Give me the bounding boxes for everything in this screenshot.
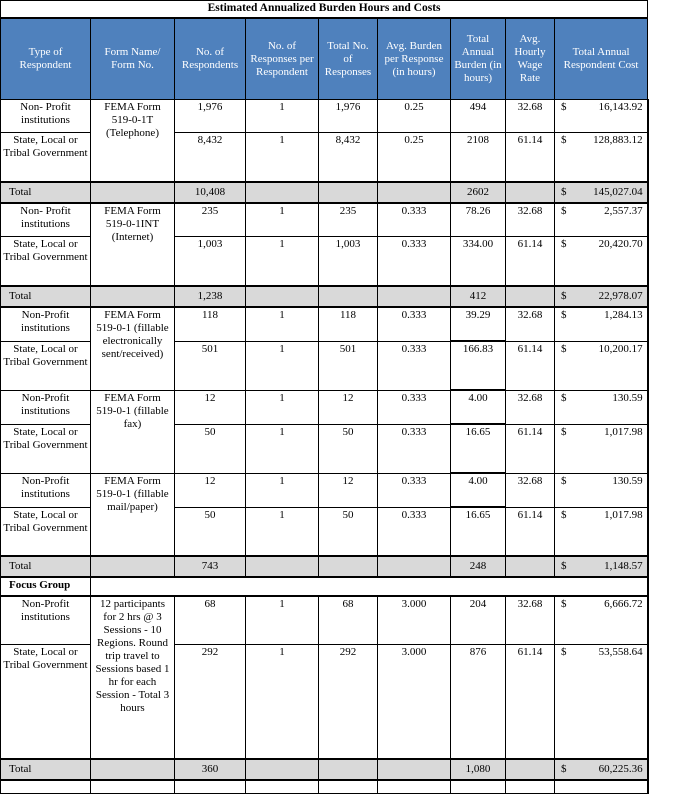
cell-responses: 1,976: [319, 100, 378, 133]
currency-symbol: $: [561, 342, 567, 355]
currency-symbol: $: [561, 290, 567, 302]
cell-avg: 0.333: [378, 203, 451, 237]
currency-symbol: $: [561, 101, 567, 113]
cell-per: 1: [246, 507, 319, 556]
cell-responses: 118: [319, 307, 378, 341]
cost-value: 53,558.64: [598, 646, 643, 658]
cell-responses: 12: [319, 390, 378, 424]
cost-value: 22,978.07: [598, 290, 643, 302]
cost-value: 1,284.13: [604, 309, 643, 321]
total-cost: [555, 182, 648, 203]
cell-type: Non-Profit institutions: [1, 473, 91, 507]
currency-symbol: $: [561, 205, 567, 217]
cell-responses: 8,432: [319, 133, 378, 183]
title-row: [1, 1, 648, 19]
cell-per: 1: [246, 341, 319, 390]
cell-per: 1: [246, 307, 319, 341]
header-responses: Total No. of Responses: [319, 18, 378, 100]
cost-value: 1,017.98: [604, 508, 643, 521]
cell-type: Non- Profit institutions: [1, 100, 91, 133]
empty-cell: [319, 182, 378, 203]
total-burden: 412: [451, 286, 506, 307]
cost-value: 130.59: [612, 474, 643, 487]
cell-wage: 32.68: [506, 596, 555, 645]
cell-type: Non-Profit institutions: [1, 390, 91, 424]
total-row: [1, 182, 648, 203]
cell-per: 1: [246, 203, 319, 237]
cost-value: 20,420.70: [598, 238, 643, 250]
empty-cell: [378, 556, 451, 577]
cell-responses: 292: [319, 645, 378, 760]
cell-cost: [555, 341, 648, 390]
cell-per: 1: [246, 645, 319, 760]
cell-responses: 68: [319, 596, 378, 645]
cell-responses: 50: [319, 507, 378, 556]
empty-cell: [175, 780, 246, 794]
cell-type: State, Local or Tribal Government: [1, 341, 91, 390]
total-respondents: 10,408: [175, 182, 246, 203]
empty-cell: [91, 556, 175, 577]
currency-symbol: $: [561, 391, 567, 404]
total-burden: 248: [451, 556, 506, 577]
total-cost: [555, 286, 648, 307]
header-burden: Total Annual Burden (in hours): [451, 18, 506, 100]
cell-respondents: 118: [175, 307, 246, 341]
table-row: [1, 596, 648, 645]
cell-respondents: 12: [175, 390, 246, 424]
cell-avg: 0.333: [378, 307, 451, 341]
table-row: [1, 307, 648, 341]
cell-cost: [555, 237, 648, 287]
cell-wage: 32.68: [506, 307, 555, 341]
cell-type: State, Local or Tribal Government: [1, 507, 91, 556]
cost-value: 128,883.12: [593, 134, 643, 146]
cell-burden: 334.00: [451, 237, 506, 287]
cell-cost: [555, 507, 648, 556]
empty-cell: [555, 780, 648, 794]
cell-burden: 39.29: [451, 307, 506, 341]
cost-value: 10,200.17: [598, 342, 643, 355]
cell-type: State, Local or Tribal Government: [1, 645, 91, 760]
cell-avg: 0.333: [378, 390, 451, 424]
total-row: [1, 286, 648, 307]
cell-burden: 204: [451, 596, 506, 645]
cell-avg: 0.333: [378, 507, 451, 556]
empty-cell: [451, 780, 506, 794]
cell-burden: 876: [451, 645, 506, 760]
cell-avg: 0.25: [378, 133, 451, 183]
header-row: [1, 18, 648, 100]
cell-respondents: 50: [175, 424, 246, 473]
cost-value: 16,143.92: [598, 101, 643, 113]
cost-value: 6,666.72: [604, 598, 643, 610]
section-heading-row: [1, 577, 648, 596]
empty-cell: [246, 780, 319, 794]
cost-value: 2,557.37: [604, 205, 643, 217]
currency-symbol: $: [561, 598, 567, 610]
cell-burden: 494: [451, 100, 506, 133]
cell-avg: 3.000: [378, 596, 451, 645]
empty-cell: [246, 556, 319, 577]
currency-symbol: $: [561, 425, 567, 438]
cell-burden: 166.83: [451, 341, 506, 390]
cell-respondents: 292: [175, 645, 246, 760]
currency-symbol: $: [561, 186, 567, 198]
cell-respondents: 235: [175, 203, 246, 237]
currency-symbol: $: [561, 508, 567, 521]
empty-cell: [378, 286, 451, 307]
cell-form: FEMA Form 519-0-1 (fillable electronically sent/received): [91, 307, 175, 390]
total-burden: 2602: [451, 182, 506, 203]
cell-wage: 61.14: [506, 341, 555, 390]
cell-respondents: 68: [175, 596, 246, 645]
cell-cost: [555, 203, 648, 237]
table-row: [1, 390, 648, 424]
empty-cell: [378, 759, 451, 780]
total-cost: [555, 759, 648, 780]
cell-respondents: 1,003: [175, 237, 246, 287]
cell-burden: 2108: [451, 133, 506, 183]
cell-avg: 0.333: [378, 237, 451, 287]
cell-burden: 78.26: [451, 203, 506, 237]
cost-value: 130.59: [612, 391, 643, 404]
cell-avg: 0.333: [378, 341, 451, 390]
empty-cell: [506, 286, 555, 307]
empty-cell: [91, 780, 175, 794]
currency-symbol: $: [561, 646, 567, 658]
cell-form: FEMA Form 519-0-1 (fillable fax): [91, 390, 175, 473]
cell-per: 1: [246, 473, 319, 507]
total-respondents: 360: [175, 759, 246, 780]
cell-avg: 3.000: [378, 645, 451, 760]
header-respondents: No. of Respondents: [175, 18, 246, 100]
empty-cell: [246, 182, 319, 203]
cell-burden: 4.00: [451, 390, 506, 424]
cell-avg: 0.333: [378, 424, 451, 473]
cost-value: 1,148.57: [604, 560, 643, 572]
total-respondents: 743: [175, 556, 246, 577]
cell-cost: [555, 424, 648, 473]
empty-cell: [319, 556, 378, 577]
cell-per: 1: [246, 100, 319, 133]
cell-cost: [555, 645, 648, 760]
total-row: [1, 556, 648, 577]
empty-cell: [91, 286, 175, 307]
table-row: [1, 473, 648, 507]
currency-symbol: $: [561, 309, 567, 321]
cell-form: FEMA Form 519-0-1INT (Internet): [91, 203, 175, 286]
focus-group-heading: Focus Group: [1, 577, 91, 596]
cell-wage: 32.68: [506, 473, 555, 507]
cell-responses: 12: [319, 473, 378, 507]
table-title: Estimated Annualized Burden Hours and Costs: [1, 1, 648, 19]
total-label: Total: [1, 286, 91, 307]
table-row: [1, 100, 648, 133]
cell-type: State, Local or Tribal Government: [1, 133, 91, 183]
cell-per: 1: [246, 596, 319, 645]
cell-per: 1: [246, 424, 319, 473]
currency-symbol: $: [561, 238, 567, 250]
cost-value: 1,017.98: [604, 425, 643, 438]
empty-cell: [1, 780, 91, 794]
header-form: Form Name/ Form No.: [91, 18, 175, 100]
empty-cell: [91, 182, 175, 203]
cell-per: 1: [246, 390, 319, 424]
cell-wage: 61.14: [506, 133, 555, 183]
table-row: [1, 203, 648, 237]
cell-respondents: 12: [175, 473, 246, 507]
header-avg: Avg. Burden per Response (in hours): [378, 18, 451, 100]
cell-cost: [555, 133, 648, 183]
total-label: Total: [1, 759, 91, 780]
header-per: No. of Responses per Respondent: [246, 18, 319, 100]
cell-wage: 32.68: [506, 390, 555, 424]
empty-cell: [319, 759, 378, 780]
cell-responses: 501: [319, 341, 378, 390]
cell-wage: 32.68: [506, 203, 555, 237]
cell-cost: [555, 473, 648, 507]
cell-type: State, Local or Tribal Government: [1, 237, 91, 287]
cell-wage: 61.14: [506, 645, 555, 760]
cell-respondents: 50: [175, 507, 246, 556]
cell-type: Non-Profit institutions: [1, 307, 91, 341]
empty-cell: [378, 780, 451, 794]
cell-respondents: 501: [175, 341, 246, 390]
header-cost: Total Annual Respondent Cost: [555, 18, 648, 100]
empty-cell: [91, 759, 175, 780]
empty-cell: [506, 556, 555, 577]
cell-form: 12 participants for 2 hrs @ 3 Sessions - 10 Regions. Round trip travel to Sessions based 1 hr for each Session - Total 3 hours: [91, 596, 175, 759]
cell-responses: 235: [319, 203, 378, 237]
header-wage: Avg. Hourly Wage Rate: [506, 18, 555, 100]
cell-cost: [555, 596, 648, 645]
total-label: Total: [1, 182, 91, 203]
total-row: [1, 759, 648, 780]
cell-responses: 50: [319, 424, 378, 473]
cell-per: 1: [246, 237, 319, 287]
cell-type: Non- Profit institutions: [1, 203, 91, 237]
cell-burden: 16.65: [451, 507, 506, 556]
empty-cell: [378, 182, 451, 203]
currency-symbol: $: [561, 763, 567, 775]
cell-cost: [555, 100, 648, 133]
cell-wage: 32.68: [506, 100, 555, 133]
cell-cost: [555, 390, 648, 424]
empty-cell: [91, 577, 648, 596]
cell-avg: 0.25: [378, 100, 451, 133]
currency-symbol: $: [561, 134, 567, 146]
cell-form: FEMA Form 519-0-1 (fillable mail/paper): [91, 473, 175, 556]
empty-cell: [506, 182, 555, 203]
empty-cell: [246, 759, 319, 780]
cell-wage: 61.14: [506, 237, 555, 287]
cell-wage: 61.14: [506, 424, 555, 473]
cell-form: FEMA Form 519-0-1T (Telephone): [91, 100, 175, 183]
empty-cell: [506, 759, 555, 780]
cost-value: 60,225.36: [598, 763, 643, 775]
blank-row: [1, 780, 648, 794]
cell-per: 1: [246, 133, 319, 183]
cell-respondents: 1,976: [175, 100, 246, 133]
empty-cell: [319, 286, 378, 307]
currency-symbol: $: [561, 474, 567, 487]
cell-respondents: 8,432: [175, 133, 246, 183]
empty-cell: [506, 780, 555, 794]
cell-type: State, Local or Tribal Government: [1, 424, 91, 473]
header-type: Type of Respondent: [1, 18, 91, 100]
cell-responses: 1,003: [319, 237, 378, 287]
empty-cell: [246, 286, 319, 307]
cell-burden: 4.00: [451, 473, 506, 507]
currency-symbol: $: [561, 560, 567, 572]
cell-cost: [555, 307, 648, 341]
cost-value: 145,027.04: [593, 186, 643, 198]
empty-cell: [319, 780, 378, 794]
cell-burden: 16.65: [451, 424, 506, 473]
cell-type: Non-Profit institutions: [1, 596, 91, 645]
cell-avg: 0.333: [378, 473, 451, 507]
total-cost: [555, 556, 648, 577]
cell-wage: 61.14: [506, 507, 555, 556]
total-label: Total: [1, 556, 91, 577]
total-respondents: 1,238: [175, 286, 246, 307]
total-burden: 1,080: [451, 759, 506, 780]
